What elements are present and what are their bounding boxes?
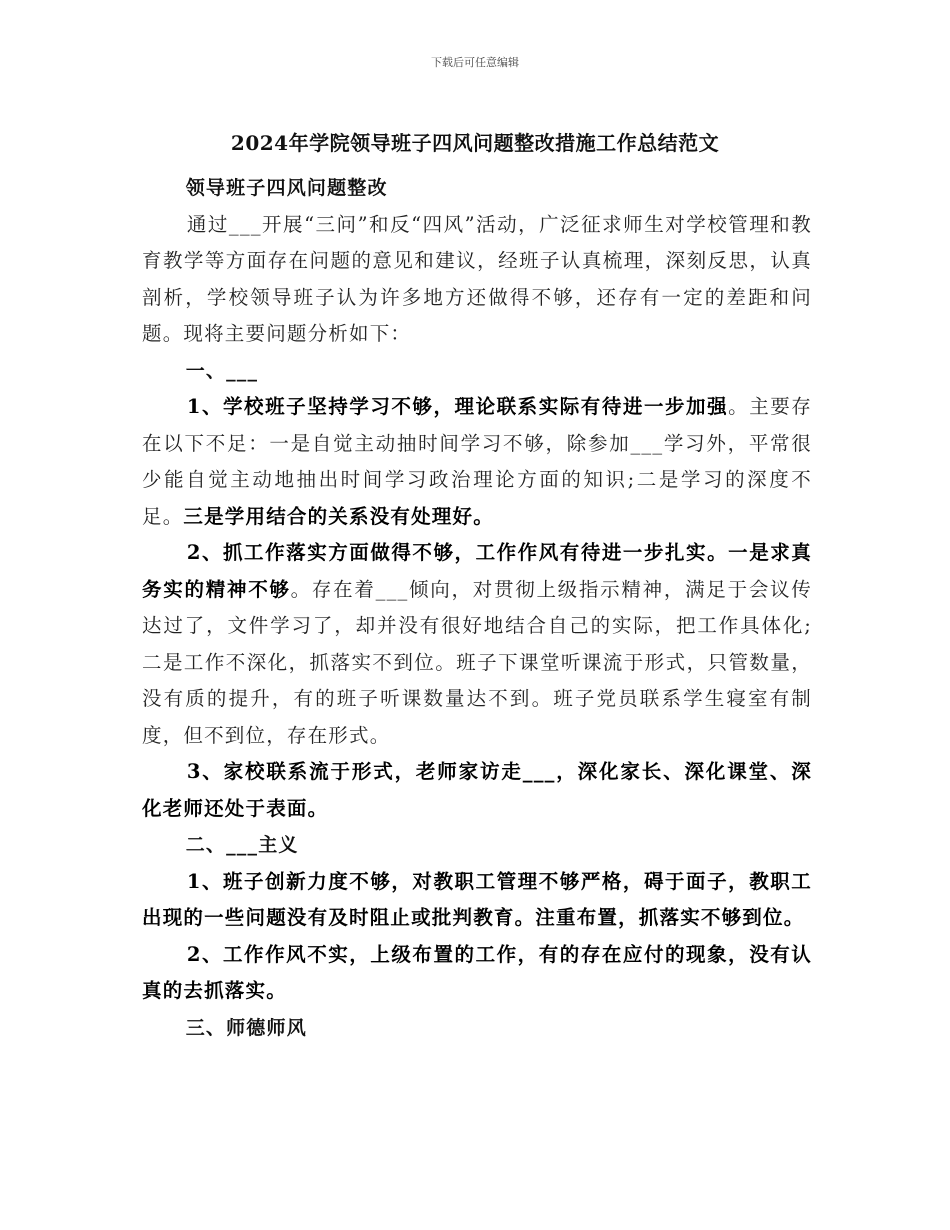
section1-item1-bold: 1、学校班子坚持学习不够，理论联系实际有待进一步加强 [186,395,729,418]
intro-paragraph: 通过___开展“三问”和反“四风”活动，广泛征求师生对学校管理和教育教学等方面存在问题的意见和建议，经班子认真梳理，深刻反思，认真剖析，学校领导班子认为许多地方还做得不够，还存有一定的差距和问题。现将主要问题分析如下： [142,212,812,345]
section3-heading: 三、师德师风 [185,1016,307,1039]
section2-item1: 1、班子创新力度不够，对教职工管理不够严格，碍于面子，教职工出现的一些问题没有及时阻止或批判教育。注重布置，抓落实不够到位。 [142,869,812,929]
document-title: 2024年学院领导班子四风问题整改措施工作总结范文 [230,131,720,155]
section1-item1-bold-end: 三是学用结合的关系没有处理好。 [183,504,494,528]
section1-item1-plain: 。主要存在以下不足：一是自觉主动抽时间学习不够，除参加___学习外，平常很少能自觉主动地抽出时间学习政治理论方面的知识;二是学习的深度不足。 [142,395,812,528]
section1-item3: 3、家校联系流于形式，老师家访走___，深化家长、深化课堂、深化老师还处于表面。 [142,760,812,820]
section1-item1 [142,389,812,535]
section2-heading: 二、___主义 [185,834,299,856]
section1-item2-bold: 2、抓工作落实方面做得不够，工作作风有待进一步扎实。一是求真务实的精神不够 [142,541,812,601]
subtitle: 领导班子四风问题整改 [185,177,388,199]
section1-item2 [142,535,812,754]
section1-item2-plain: 。存在着___倾向，对贯彻上级指示精神，满足于会议传达过了，文件学习了，却并没有很好地结合自己的实际，把工作具体化;二是工作不深化，抓落实不到位。班子下课堂听课流于形式，只管数量，没有质的提升，有的班子听课数量达不到。班子党员联系学生寝室有制度，但不到位，存在形式。 [142,577,812,747]
header-note: 下载后可任意编辑 [431,56,519,69]
section1-heading: 一、___ [185,359,259,382]
section2-item2: 2、工作作风不实，上级布置的工作，有的存在应付的现象，没有认真的去抓落实。 [142,942,812,1002]
document-body [142,170,812,1046]
